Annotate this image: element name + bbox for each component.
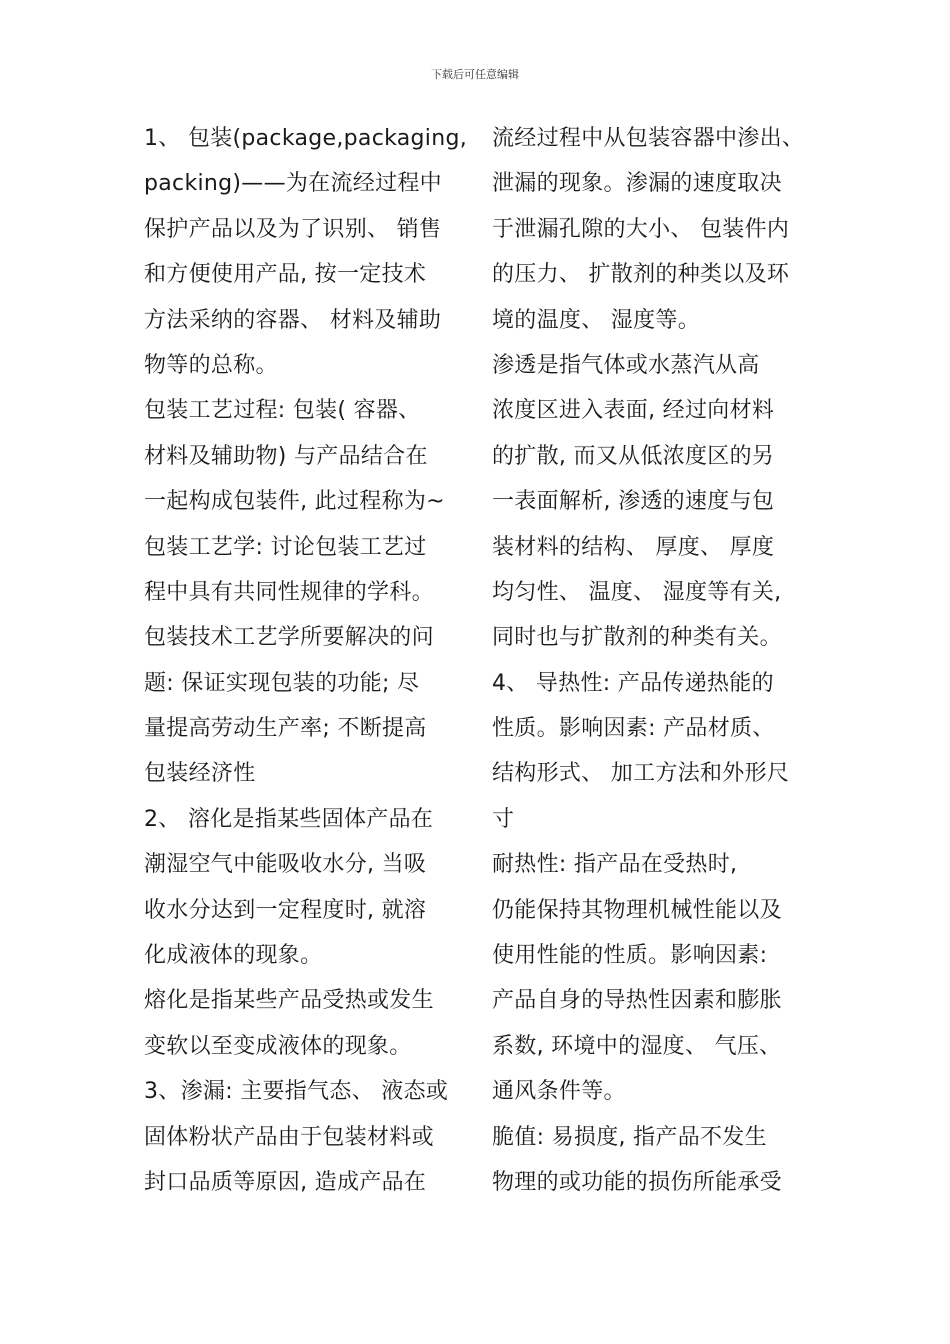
text-line: 2、 溶化是指某些固体产品在 bbox=[144, 806, 434, 832]
text-line: 泄漏的现象。渗漏的速度取决 bbox=[492, 171, 782, 197]
text-line: 仍能保持其物理机械性能以及 bbox=[492, 897, 782, 923]
page-header: 下载后可任意编辑 bbox=[431, 68, 519, 81]
text-line: packing)——为在流经过程中 bbox=[144, 171, 442, 197]
text-line: 1、 包装(package,packaging, bbox=[144, 126, 467, 151]
text-line: 装材料的结构、 厚度、 厚度 bbox=[492, 534, 775, 560]
text-line: 均匀性、 温度、 湿度等有关, bbox=[492, 579, 782, 605]
text-line: 材料及辅助物) 与产品结合在 bbox=[144, 443, 428, 469]
text-line: 封口品质等原因, 造成产品在 bbox=[144, 1169, 427, 1195]
text-line: 潮湿空气中能吸收水分, 当吸 bbox=[144, 852, 427, 878]
text-line: 物等的总称。 bbox=[144, 352, 278, 378]
text-line: 包装技术工艺学所要解决的问 bbox=[144, 625, 434, 651]
right-text-column bbox=[492, 116, 824, 1205]
text-line: 结构形式、 加工方法和外形尺 bbox=[492, 761, 790, 787]
text-line: 的压力、 扩散剂的种类以及环 bbox=[492, 262, 790, 288]
text-line: 量提高劳动生产率; 不断提高 bbox=[144, 716, 427, 742]
text-line: 通风条件等。 bbox=[492, 1079, 626, 1105]
text-line: 一表面解析, 渗透的速度与包 bbox=[492, 489, 775, 515]
text-line: 3、渗漏: 主要指气态、 液态或 bbox=[144, 1079, 449, 1105]
text-line: 方法采纳的容器、 材料及辅助 bbox=[144, 307, 442, 333]
text-line: 物理的或功能的损伤所能承受 bbox=[492, 1169, 782, 1195]
text-line: 保护产品以及为了识别、 销售 bbox=[144, 216, 442, 242]
text-line: 脆值: 易损度, 指产品不发生 bbox=[492, 1124, 767, 1150]
left-text-column bbox=[144, 116, 467, 1205]
text-line: 题: 保证实现包装的功能; 尽 bbox=[144, 670, 420, 696]
text-line: 化成液体的现象。 bbox=[144, 943, 323, 969]
text-line: 包装经济性 bbox=[144, 761, 256, 787]
text-line: 4、 导热性: 产品传递热能的 bbox=[492, 670, 774, 696]
text-line: 于泄漏孔隙的大小、 包装件内 bbox=[492, 216, 790, 242]
text-line: 和方便使用产品, 按一定技术 bbox=[144, 262, 427, 288]
text-line: 熔化是指某些产品受热或发生 bbox=[144, 988, 434, 1014]
text-line: 产品自身的导热性因素和膨胀 bbox=[492, 988, 782, 1014]
text-line: 使用性能的性质。影响因素: bbox=[492, 943, 768, 969]
text-line: 程中具有共同性规律的学科。 bbox=[144, 579, 434, 605]
text-line: 系数, 环境中的湿度、 气压、 bbox=[492, 1033, 782, 1059]
text-line: 一起构成包装件, 此过程称为~ bbox=[144, 489, 445, 515]
text-line: 同时也与扩散剂的种类有关。 bbox=[492, 625, 782, 651]
text-line: 耐热性: 指产品在受热时, bbox=[492, 852, 738, 878]
text-line: 性质。影响因素: 产品材质、 bbox=[492, 716, 775, 742]
text-line: 包装工艺学: 讨论包装工艺过 bbox=[144, 534, 427, 560]
text-line: 浓度区进入表面, 经过向材料 bbox=[492, 398, 775, 424]
text-line: 渗透是指气体或水蒸汽从高 bbox=[492, 352, 760, 378]
text-line: 变软以至变成液体的现象。 bbox=[144, 1033, 412, 1059]
text-line: 境的温度、 湿度等。 bbox=[492, 307, 700, 333]
text-line: 流经过程中从包装容器中渗出、 bbox=[492, 126, 805, 151]
text-line: 固体粉状产品由于包装材料或 bbox=[144, 1124, 434, 1150]
text-line: 收水分达到一定程度时, 就溶 bbox=[144, 897, 427, 923]
text-line: 的扩散, 而又从低浓度区的另 bbox=[492, 443, 775, 469]
text-line: 寸 bbox=[492, 806, 515, 832]
text-line: 包装工艺过程: 包装( 容器、 bbox=[144, 398, 421, 424]
